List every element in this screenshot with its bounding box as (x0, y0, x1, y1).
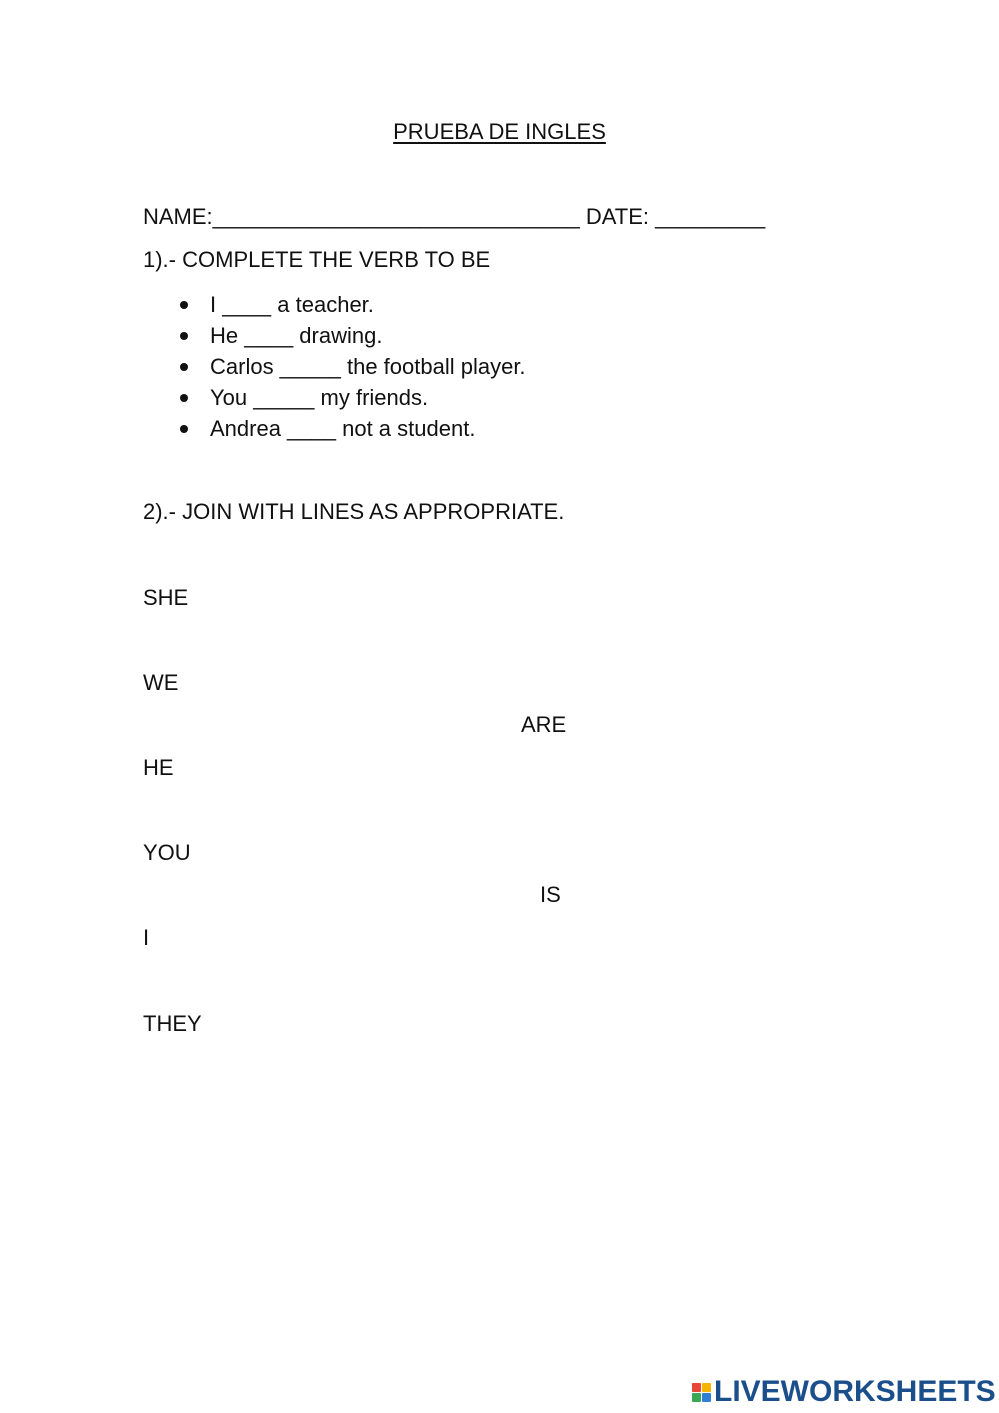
bullet-icon (180, 301, 188, 309)
list-item (180, 384, 526, 415)
logo-text: LIVEWORKSHEETS (714, 1375, 996, 1408)
liveworksheets-logo (692, 1375, 996, 1409)
question-2-heading: 2).- JOIN WITH LINES AS APPROPRIATE. (143, 499, 565, 524)
bullet-icon (180, 363, 188, 371)
bullet-icon (180, 332, 188, 340)
list-item (180, 322, 526, 353)
bullet-icon (180, 394, 188, 402)
pronoun-i: I (143, 925, 150, 950)
pronoun-we: WE (143, 670, 179, 695)
list-item (180, 291, 526, 322)
pronoun-she: SHE (143, 585, 189, 610)
question-1-list (180, 291, 526, 446)
logo-mark-icon (692, 1383, 711, 1402)
bullet-icon (180, 425, 188, 433)
pronoun-he: HE (143, 755, 174, 780)
question-1-heading: 1).- COMPLETE THE VERB TO BE (143, 247, 491, 272)
verb-are: ARE (521, 712, 567, 737)
verb-is: IS (540, 882, 561, 907)
list-item (180, 353, 526, 384)
list-item-text: You _____ my friends. (210, 385, 429, 410)
list-item (180, 415, 526, 446)
pronoun-they: THEY (143, 1011, 202, 1036)
pronoun-you: YOU (143, 840, 191, 865)
list-item-text: Andrea ____ not a student. (210, 416, 476, 441)
name-date-line: NAME:______________________________ DATE: _________ (143, 204, 766, 229)
list-item-text: I ____ a teacher. (210, 292, 374, 317)
list-item-text: He ____ drawing. (210, 323, 383, 348)
page-title: PRUEBA DE INGLES (393, 119, 606, 144)
list-item-text: Carlos _____ the football player. (210, 354, 526, 379)
